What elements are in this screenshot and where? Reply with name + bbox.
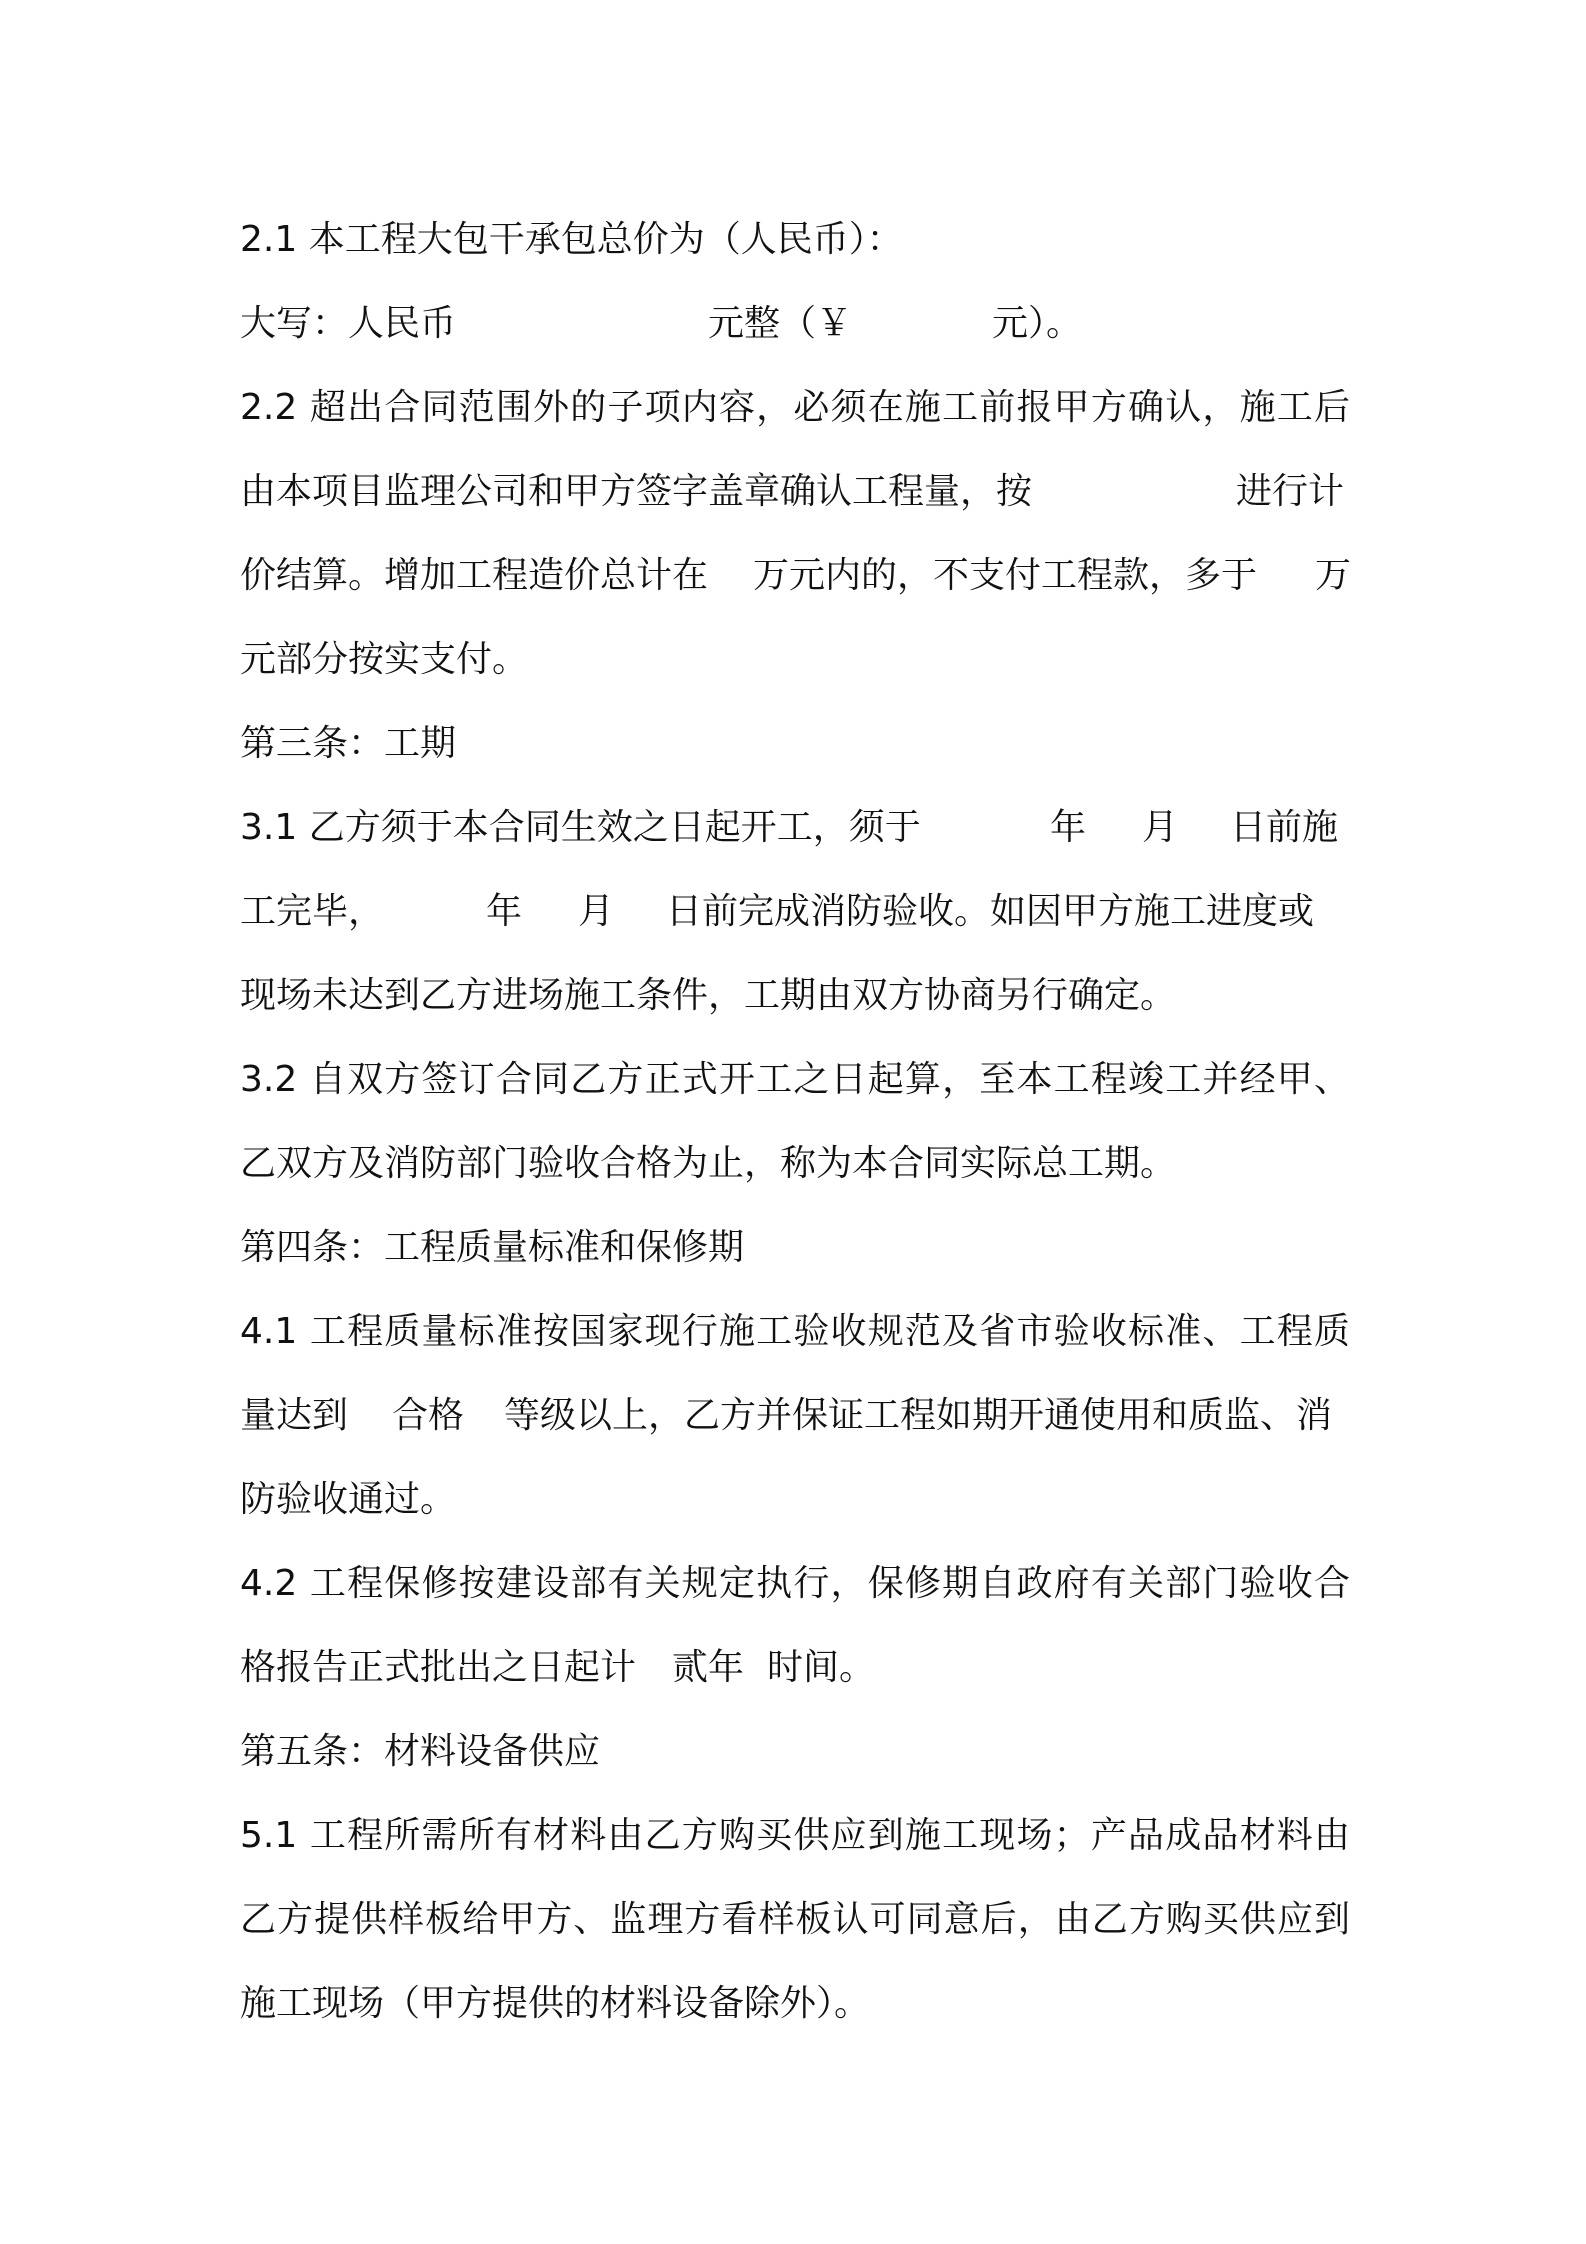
clause-3-1-day-1: 日前施 xyxy=(1230,807,1339,848)
clause-4-1-text-1: 4.1 工程质量标准按国家现行施工验收规范及省市验收标准、工程质 xyxy=(240,1311,1350,1352)
clause-5-1-text-3: 施工现场（甲方提供的材料设备除外）。 xyxy=(240,1983,871,2024)
clause-5-1-line-1 xyxy=(240,1794,1350,1878)
price-yuan-end: 元）。 xyxy=(992,303,1083,344)
clause-4-1-line-2 xyxy=(240,1374,1350,1458)
price-in-words-line xyxy=(240,282,1350,366)
clause-3-1-line-1 xyxy=(240,786,1350,870)
clause-4-2-line-2 xyxy=(240,1626,1350,1710)
article-4-title: 第四条：工程质量标准和保修期 xyxy=(240,1227,745,1268)
clause-3-1-year-1: 年 xyxy=(1050,807,1087,848)
clause-5-1-text-1: 5.1 工程所需所有材料由乙方购买供应到施工现场；产品成品材料由 xyxy=(240,1815,1350,1856)
clause-4-2-text-2: 格报告正式批出之日起计 xyxy=(240,1647,637,1688)
clause-4-2-text-3: 时间。 xyxy=(767,1647,876,1688)
clause-2-2-text-5: 万元内的，不支付工程款，多于 xyxy=(753,555,1258,596)
clause-2-2-text-7: 元部分按实支付。 xyxy=(240,639,529,680)
clause-3-1-month-2: 月 xyxy=(578,891,615,932)
clause-2-2-text-6: 万 xyxy=(1315,555,1352,596)
price-yuan-label: 元整（￥ xyxy=(708,303,853,344)
clause-2-1-text: 2.1 本工程大包干承包总价为（人民币）： xyxy=(240,219,903,260)
warranty-period: 贰年 xyxy=(672,1647,745,1688)
clause-4-1-text-3: 等级以上，乙方并保证工程如期开通使用和质监、消 xyxy=(504,1395,1333,1436)
article-3-heading xyxy=(240,702,1350,786)
clause-2-2-line-4 xyxy=(240,618,1350,702)
clause-4-1-line-1 xyxy=(240,1290,1350,1374)
clause-2-2-line-2 xyxy=(240,450,1350,534)
clause-2-2-text-2: 由本项目监理公司和甲方签字盖章确认工程量，按 xyxy=(240,471,1033,512)
clause-3-1-text-3: 日前完成消防验收。如因甲方施工进度或 xyxy=(666,891,1315,932)
clause-3-2-line-1 xyxy=(240,1038,1350,1122)
clause-3-1-month-1: 月 xyxy=(1142,807,1179,848)
clause-3-2-text-1: 3.2 自双方签订合同乙方正式开工之日起算，至本工程竣工并经甲、 xyxy=(240,1059,1350,1100)
clause-4-1-line-3 xyxy=(240,1458,1350,1542)
clause-4-1-text-2: 量达到 xyxy=(240,1395,349,1436)
clause-3-1-line-2 xyxy=(240,870,1350,954)
article-3-title: 第三条：工期 xyxy=(240,723,457,764)
clause-4-2-text-1: 4.2 工程保修按建设部有关规定执行，保修期自政府有关部门验收合 xyxy=(240,1563,1350,1604)
clause-3-1-text-1: 3.1 乙方须于本合同生效之日起开工，须于 xyxy=(240,807,921,848)
clause-3-1-year-2: 年 xyxy=(486,891,523,932)
price-words-label: 大写：人民币 xyxy=(240,303,457,344)
contract-text xyxy=(240,198,1350,2046)
clause-2-2-line-1 xyxy=(240,366,1350,450)
clause-3-1-line-3 xyxy=(240,954,1350,1038)
clause-5-1-text-2: 乙方提供样板给甲方、监理方看样板认可同意后，由乙方购买供应到 xyxy=(240,1899,1350,1940)
clause-2-1 xyxy=(240,198,1350,282)
clause-5-1-line-3 xyxy=(240,1962,1350,2046)
clause-3-2-text-2: 乙双方及消防部门验收合格为止，称为本合同实际总工期。 xyxy=(240,1143,1177,1184)
clause-3-2-line-2 xyxy=(240,1122,1350,1206)
clause-2-2-text-3: 进行计 xyxy=(1236,471,1345,512)
clause-4-1-text-4: 防验收通过。 xyxy=(240,1479,457,1520)
article-4-heading xyxy=(240,1206,1350,1290)
clause-2-2-line-3 xyxy=(240,534,1350,618)
article-5-title: 第五条：材料设备供应 xyxy=(240,1731,601,1772)
clause-2-2-text-4: 价结算。增加工程造价总计在 xyxy=(240,555,709,596)
clause-2-2-text-1: 2.2 超出合同范围外的子项内容，必须在施工前报甲方确认，施工后 xyxy=(240,387,1350,428)
clause-3-1-text-2: 工完毕， xyxy=(240,891,385,932)
clause-4-2-line-1 xyxy=(240,1542,1350,1626)
quality-grade: 合格 xyxy=(392,1395,465,1436)
article-5-heading xyxy=(240,1710,1350,1794)
clause-3-1-text-4: 现场未达到乙方进场施工条件，工期由双方协商另行确定。 xyxy=(240,975,1177,1016)
clause-5-1-line-2 xyxy=(240,1878,1350,1962)
